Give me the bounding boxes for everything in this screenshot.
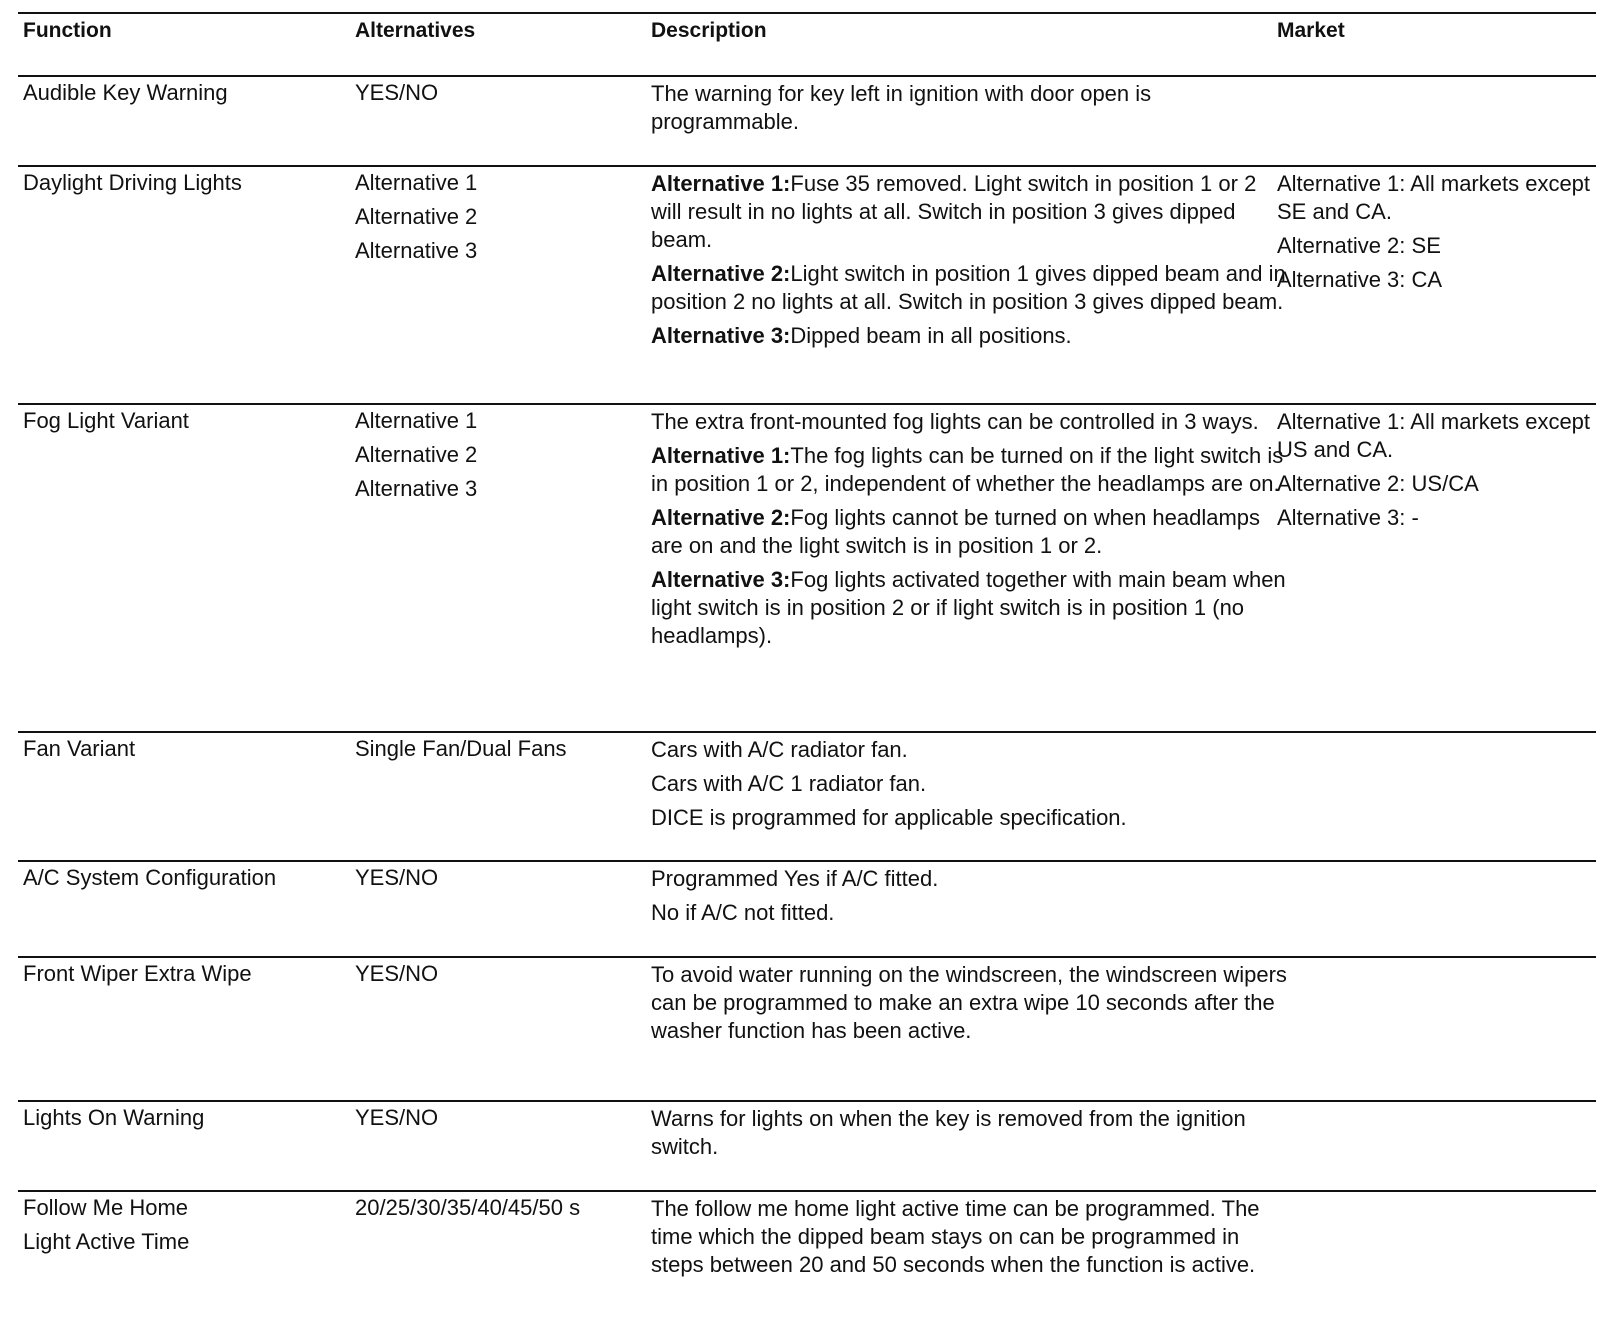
- market-entry: Alternative 3: -: [1277, 505, 1419, 530]
- market-entry: Alternative 2: US/CA: [1277, 471, 1479, 496]
- description-text: The extra front-mounted fog lights can be controlled in 3 ways.: [651, 409, 1259, 434]
- description-paragraph: [651, 865, 1291, 893]
- cell-function: [23, 732, 343, 766]
- description-paragraph: [651, 1105, 1291, 1161]
- alternative-value: YES/NO: [355, 865, 439, 890]
- function-name: Daylight Driving Lights: [23, 170, 242, 195]
- description-text: Programmed Yes if A/C fitted.: [651, 866, 939, 891]
- cell-function: [23, 1101, 343, 1135]
- description-text: Warns for lights on when the key is removed from the ignition switch.: [651, 1106, 1246, 1159]
- description-paragraph: [651, 408, 1291, 436]
- description-paragraph: [651, 322, 1291, 350]
- cell-alternatives: [355, 861, 645, 895]
- cell-description: [651, 1105, 1291, 1167]
- cell-function: [23, 76, 343, 110]
- description-text: Fuse 35 removed. Light switch in position 1 or 2 will result in no lights at all. Switch in position 3 gives dipped beam.: [651, 171, 1257, 252]
- alternative-value: YES/NO: [355, 1105, 439, 1130]
- header-function: Function: [23, 19, 112, 42]
- function-name: Front Wiper Extra Wipe: [23, 961, 252, 986]
- description-text: Fog lights activated together with main beam when light switch is in position 2 or if light switch is in position 1 (no headlamps).: [651, 567, 1286, 648]
- description-text: To avoid water running on the windscreen, the windscreen wipers can be programmed to make an extra wipe 10 seconds after the washer function has been active.: [651, 962, 1287, 1043]
- function-name: Follow Me Home: [23, 1195, 189, 1220]
- alternative-value: Alternative 3: [355, 476, 478, 501]
- cell-description: [651, 961, 1291, 1051]
- alternative-value: 20/25/30/35/40/45/50 s: [355, 1195, 581, 1220]
- header-description: Description: [651, 19, 767, 42]
- description-paragraph: [651, 961, 1291, 1045]
- description-paragraph: [651, 80, 1291, 136]
- market-entry: Alternative 1: All markets except SE and CA.: [1277, 171, 1591, 224]
- description-paragraph: [651, 1195, 1291, 1279]
- market-entry: Alternative 2: SE: [1277, 233, 1441, 258]
- description-text: DICE is programmed for applicable specification.: [651, 805, 1127, 830]
- description-text: Cars with A/C 1 radiator fan.: [651, 771, 927, 796]
- alternative-value: Alternative 2: [355, 442, 478, 467]
- description-paragraph: [651, 504, 1291, 560]
- cell-alternatives: [355, 166, 645, 268]
- alternative-value: Single Fan/Dual Fans: [355, 736, 567, 761]
- alternative-value: Alternative 2: [355, 204, 478, 229]
- market-entry: Alternative 3: CA: [1277, 267, 1443, 292]
- description-bold-label: Alternative 3:: [651, 567, 791, 592]
- description-paragraph: [651, 170, 1291, 254]
- description-text: The follow me home light active time can be programmed. The time which the dipped beam stays on can be programmed in steps between 20 and 50 seconds when the function is active.: [651, 1196, 1260, 1277]
- cell-market: [1277, 170, 1597, 300]
- description-bold-label: Alternative 2:: [651, 261, 791, 286]
- header-market: Market: [1277, 19, 1345, 42]
- cell-market: [1277, 408, 1597, 538]
- description-text: Dipped beam in all positions.: [790, 323, 1072, 348]
- cell-function: [23, 957, 343, 991]
- cell-function: [23, 1191, 343, 1259]
- function-name: A/C System Configuration: [23, 865, 277, 890]
- function-name: Lights On Warning: [23, 1105, 205, 1130]
- function-name: Fan Variant: [23, 736, 136, 761]
- cell-description: [651, 170, 1291, 356]
- header-alternatives: Alternatives: [355, 19, 476, 42]
- description-bold-label: Alternative 1:: [651, 171, 791, 196]
- description-paragraph: [651, 442, 1291, 498]
- description-paragraph: [651, 566, 1291, 650]
- description-paragraph: [651, 804, 1291, 832]
- market-entry: Alternative 1: All markets except US and CA.: [1277, 409, 1591, 462]
- description-text: Light switch in position 1 gives dipped beam and in position 2 no lights at all. Switch in position 3 gives dipped beam.: [651, 261, 1286, 314]
- description-paragraph: [651, 736, 1291, 764]
- cell-alternatives: [355, 1191, 645, 1225]
- function-name: Light Active Time: [23, 1229, 190, 1254]
- cell-function: [23, 166, 343, 200]
- cell-alternatives: [355, 957, 645, 991]
- alternative-value: Alternative 3: [355, 238, 478, 263]
- cell-description: [651, 736, 1291, 838]
- alternative-value: YES/NO: [355, 961, 439, 986]
- alternative-value: YES/NO: [355, 80, 439, 105]
- cell-alternatives: [355, 76, 645, 110]
- description-text: No if A/C not fitted.: [651, 900, 835, 925]
- description-paragraph: [651, 260, 1291, 316]
- cell-alternatives: [355, 404, 645, 506]
- cell-function: [23, 861, 343, 895]
- description-paragraph: [651, 770, 1291, 798]
- function-name: Fog Light Variant: [23, 408, 189, 433]
- cell-description: [651, 1195, 1291, 1285]
- description-bold-label: Alternative 3:: [651, 323, 791, 348]
- cell-function: [23, 404, 343, 438]
- cell-description: [651, 408, 1291, 656]
- description-bold-label: Alternative 1:: [651, 443, 791, 468]
- cell-alternatives: [355, 732, 645, 766]
- function-name: Audible Key Warning: [23, 80, 228, 105]
- description-text: Cars with A/C radiator fan.: [651, 737, 908, 762]
- description-paragraph: [651, 899, 1291, 927]
- description-text: The warning for key left in ignition with door open is programmable.: [651, 81, 1152, 134]
- description-text: The fog lights can be turned on if the light switch is in position 1 or 2, independent of whether the headlamps are on.: [651, 443, 1284, 496]
- alternative-value: Alternative 1: [355, 408, 478, 433]
- alternative-value: Alternative 1: [355, 170, 478, 195]
- description-text: Fog lights cannot be turned on when headlamps are on and the light switch is in position 1 or 2.: [651, 505, 1261, 558]
- cell-description: [651, 80, 1291, 142]
- description-bold-label: Alternative 2:: [651, 505, 791, 530]
- cell-description: [651, 865, 1291, 933]
- cell-alternatives: [355, 1101, 645, 1135]
